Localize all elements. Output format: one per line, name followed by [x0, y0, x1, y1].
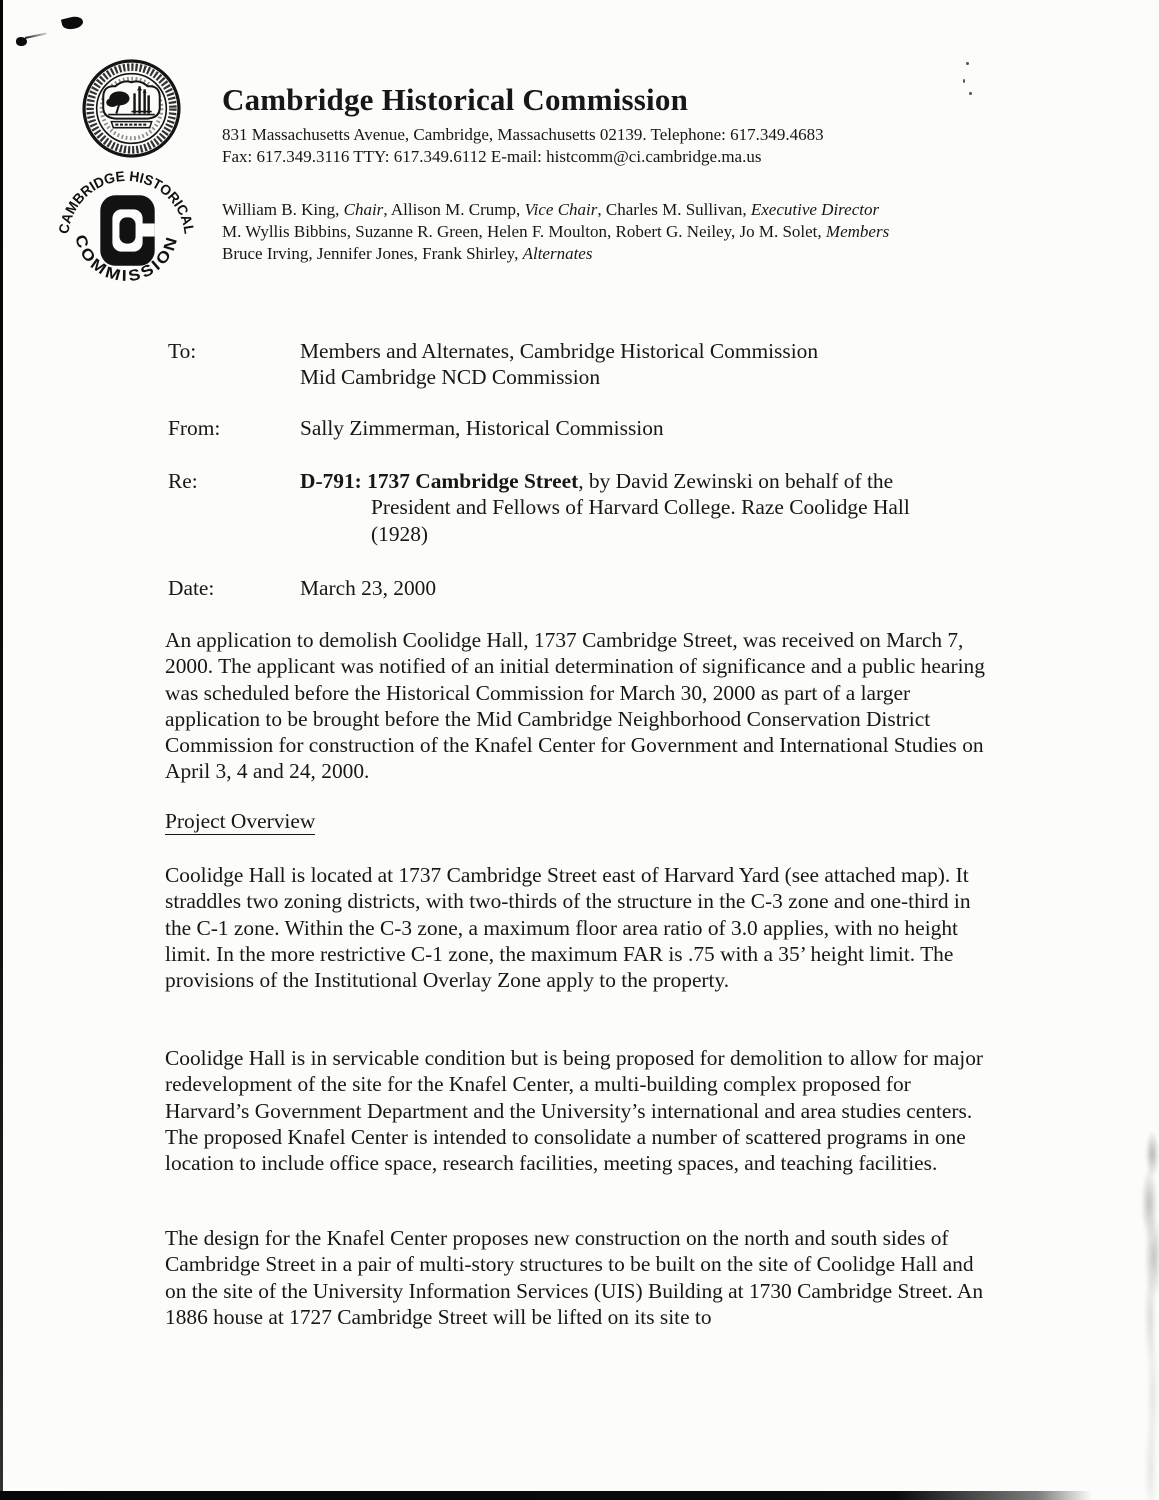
- historical-commission-logo-icon: [55, 168, 198, 289]
- address-line-1: 831 Massachusetts Avenue, Cambridge, Massachusetts 02139. Telephone: 617.349.4683: [222, 125, 824, 144]
- to-label: To:: [168, 339, 197, 363]
- scan-speck: [969, 92, 972, 95]
- members-line-3: [222, 243, 1022, 265]
- logo-arc-bottom-text: COMMISSION: [71, 232, 182, 286]
- member-title: Executive Director: [750, 200, 880, 219]
- scan-speck: [963, 79, 965, 83]
- member-title: Vice Chair: [524, 200, 598, 219]
- date-label: Date:: [168, 576, 215, 600]
- member-title: Chair: [343, 200, 384, 219]
- org-title: Cambridge Historical Commission: [222, 82, 689, 117]
- logo-arc-top-text: CAMBRIDGE HISTORICAL: [55, 168, 198, 236]
- member-names: M. Wyllis Bibbins, Suzanne R. Green, Helen F. Moulton, Robert G. Neiley, Jo M. Solet,: [222, 222, 826, 241]
- date-value: March 23, 2000: [300, 576, 437, 600]
- re-label: Re:: [168, 469, 198, 493]
- member-names: Bruce Irving, Jennifer Jones, Frank Shirley,: [222, 244, 523, 263]
- to-value-line-1: Members and Alternates, Cambridge Historical Commission: [300, 339, 819, 363]
- from-label: From:: [168, 416, 221, 440]
- body-paragraph-1: An application to demolish Coolidge Hall, 1737 Cambridge Street, was received on March 7, 2000. The applicant was notified of an initial determination of significance and a public hearing was scheduled before the Historical Commission for March 30, 2000 as part of a larger application to be brought before the Mid Cambridge Neighborhood Conservation District Commission for construction of the Knafel Center for Government and International Studies on April 3, 4 and 24, 2000.: [165, 628, 985, 784]
- scan-bottom-bar: [0, 1491, 1092, 1500]
- from-value: Sally Zimmerman, Historical Commission: [300, 416, 664, 440]
- member-names: William B. King,: [222, 200, 344, 219]
- city-of-cambridge-seal-icon: [81, 56, 182, 161]
- member-names: , Charles M. Sullivan,: [597, 200, 751, 219]
- member-names: , Allison M. Crump,: [383, 200, 525, 219]
- body-paragraph-4: The design for the Knafel Center proposes new construction on the north and south sides of Cambridge Street in a pair of multi-story structures to be built on the site of Coolidge Hall and on the site of the University Information Services (UIS) Building at 1730 Cambridge Street. An 1886 house at 1727 Cambridge Street will be lifted on its site to: [165, 1226, 984, 1329]
- address-line-2: Fax: 617.349.3116 TTY: 617.349.6112 E-mail: histcomm@ci.cambridge.ma.us: [222, 147, 762, 166]
- section-heading-text: Project Overview: [165, 809, 316, 833]
- scan-smudge: [1135, 1120, 1159, 1500]
- re-subject-rest: , by David Zewinski on behalf of the: [578, 469, 894, 493]
- re-value-line-3: (1928): [371, 521, 429, 546]
- members-line-2: [222, 221, 1022, 243]
- ink-mark: [61, 15, 84, 32]
- ink-mark: [16, 37, 27, 46]
- re-subject-bold: D-791: 1737 Cambridge Street: [300, 469, 579, 493]
- members-line-1: [222, 199, 1022, 221]
- body-paragraph-2: Coolidge Hall is located at 1737 Cambridge Street east of Harvard Yard (see attached map). It straddles two zoning districts, with two-thirds of the structure in the C-3 zone and one-third in the C-1 zone. Within the C-3 zone, a maximum floor area ratio of 3.0 applies, with no height limit. In the more restrictive C-1 zone, the maximum FAR is .75 with a 35’ height limit. The provisions of the Institutional Overlay Zone apply to the property.: [165, 863, 971, 993]
- re-value-line-1: [300, 468, 1020, 494]
- re-value-line-2: President and Fellows of Harvard College. Raze Coolidge Hall: [371, 495, 910, 520]
- commission-members-list: [222, 199, 1022, 265]
- member-title: Members: [825, 222, 890, 241]
- scan-speck: [966, 62, 969, 65]
- scan-edge-line: [0, 0, 3, 1500]
- to-value-line-2: Mid Cambridge NCD Commission: [300, 365, 601, 390]
- section-heading: [165, 808, 315, 834]
- body-paragraph-3: Coolidge Hall is in servicable condition but is being proposed for demolition to allow for major redevelopment of the site for the Knafel Center, a multi-building complex proposed for Harvard’s Government Department and the University’s international and area studies centers. The proposed Knafel Center is intended to consolidate a number of scattered programs in one location to include office space, research facilities, meeting spaces, and teaching facilities.: [165, 1046, 984, 1176]
- member-title: Alternates: [522, 244, 593, 263]
